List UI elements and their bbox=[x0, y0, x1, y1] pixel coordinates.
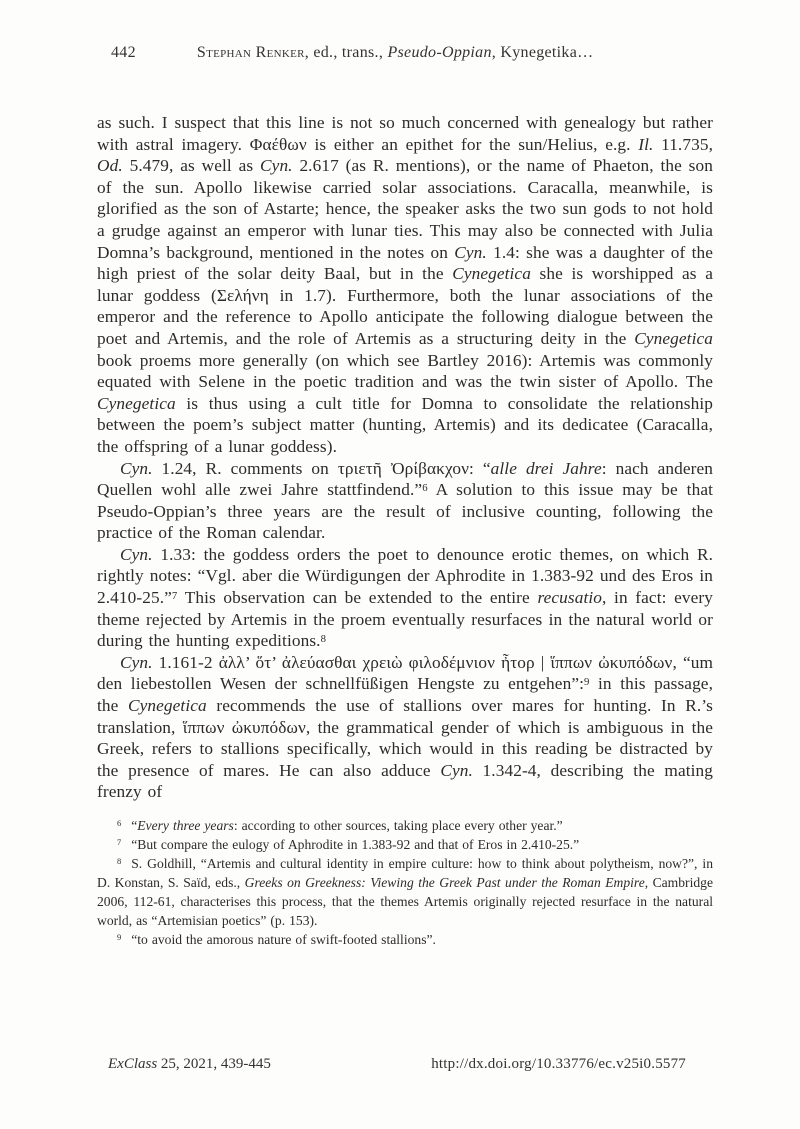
text-run: Cyn. bbox=[120, 458, 153, 478]
footnote-number: 8 bbox=[117, 856, 122, 867]
footnote-number: 9 bbox=[117, 932, 122, 943]
text-run: Kynegetika… bbox=[496, 44, 594, 61]
text-run: 1.161-2 ἀλλ’ ὅτ’ ἀλεύασθαι χρειὼ φιλοδέμνιον ἦτορ | ἵππων ὠκυπόδων, “um den liebestollen Wesen der schnellfüßigen Hengste zu entgehen”: bbox=[97, 652, 713, 694]
footnote-number: 7 bbox=[117, 837, 122, 848]
body-paragraphs bbox=[97, 112, 713, 803]
text-run: , Cambridge 2006, 112-61, characterises this process, that the themes Artemis originally rejected resurface in the natural world, as “Artemisian poetics” (p. 153). bbox=[97, 875, 713, 928]
text-run: Cyn. bbox=[120, 652, 153, 672]
page-footer bbox=[97, 1056, 714, 1073]
text-run: as such. I suspect that this line is not so much concerned with genealogy but rather with astral imagery. Φαέθων is either an epithet for the sun/Helius, e.g. bbox=[97, 113, 713, 154]
text-run: This observation can be extended to the entire bbox=[177, 588, 538, 608]
footnote-callout: 6 bbox=[422, 481, 428, 494]
text-run: S. Goldhill, “Artemis and cultural identity in empire culture: how to think about polytheism, now?”, in D. Konstan, S. Saïd, eds., bbox=[97, 856, 713, 890]
text-run: , in fact: every theme rejected by Artemis in the proem eventually resurfaces in the natural world or during the hunting expeditions. bbox=[97, 588, 713, 651]
text-run: Il. bbox=[638, 134, 654, 154]
text-run: “ bbox=[131, 818, 138, 833]
page-number: 442 bbox=[111, 44, 136, 61]
text-run: , ed., trans., bbox=[304, 44, 388, 61]
text-run: Cyn. bbox=[440, 760, 473, 780]
paragraph bbox=[97, 544, 713, 652]
text-run: Cynegetica bbox=[128, 696, 207, 716]
text-run: is thus using a cult title for Domna to consolidate the relationship between the poem’s subject matter (hunting, Artemis) and its dedicatee (Caracalla, the offspring of a lunar goddess). bbox=[97, 393, 713, 456]
running-title bbox=[197, 44, 594, 62]
doi-url: http://dx.doi.org/10.33776/ec.v25i0.5577 bbox=[431, 1056, 686, 1072]
text-run: Cyn. bbox=[260, 156, 293, 176]
text-run: Stephan Renker bbox=[196, 44, 305, 61]
text-run: ExClass bbox=[108, 1056, 158, 1072]
text-run: : according to other sources, taking place every other year.” bbox=[233, 818, 563, 833]
text-run: “But compare the eulogy of Aphrodite in 1.383-92 and that of Eros in 2.410-25.” bbox=[131, 837, 580, 852]
text-run: A solution to this issue may be that Pseudo-Oppian’s three years are the result of inclusive counting, following the practice of the Roman calendar. bbox=[97, 480, 713, 543]
text-run: she is worshipped as a lunar goddess (Σελήνη in 1.7). Furthermore, both the lunar associations of the emperor and the reference to Apollo anticipate the following dialogue between the poet and Artemis, and the role of Artemis as a structuring deity in the bbox=[97, 264, 713, 348]
text-run: 2.617 (as R. mentions), or the name of Phaeton, the son of the sun. Apollo likewise carried solar associations. Caracalla, meanwhile, is glorified as the son of Astarte; hence, the speaker asks the two sun gods to not hold a grudge against an emperor with lunar ties. This may also be connected with Julia Domna’s background, mentioned in the notes on bbox=[97, 156, 713, 262]
text-run: 5.479, as well as bbox=[122, 156, 261, 176]
text-run: 1.33: the goddess orders the poet to denounce erotic themes, on which R. rightly notes: “Vgl. aber die Würdigungen der Aphrodite in 1.383-92 und des Eros in 2.410-25.” bbox=[97, 544, 713, 608]
paragraph bbox=[97, 458, 713, 544]
text-run: Cyn. bbox=[454, 242, 487, 262]
paragraph bbox=[97, 112, 713, 458]
text-run: 1.24, R. comments on τριετῆ Ὀρίβακχον: “ bbox=[152, 458, 491, 478]
footnote bbox=[97, 854, 713, 930]
review-body bbox=[97, 112, 713, 949]
text-run: in this passage, the bbox=[97, 674, 713, 716]
text-run: Greeks on Greekness: Viewing the Greek Past under the Roman Empire bbox=[244, 875, 645, 890]
text-run: book proems more generally (on which see Bartley 2016): Artemis was commonly equated with Selene in the poetic tradition and was the twin sister of Apollo. The bbox=[97, 350, 713, 392]
text-run: Cynegetica bbox=[97, 393, 176, 413]
text-run: Cynegetica bbox=[452, 264, 531, 284]
paragraph bbox=[97, 652, 713, 803]
footnote bbox=[97, 930, 713, 949]
text-run: Cynegetica bbox=[634, 328, 713, 348]
text-run: Od. bbox=[97, 156, 123, 176]
text-run: recommends the use of stallions over mares for hunting. In R.’s translation, ἵππων ὠκυπόδων, the grammatical gender of which is ambiguous in the Greek, refers to stallions specifically, which would in this reading be distracted by the presence of mares. He can also adduce bbox=[97, 696, 713, 780]
footnote-callout: 9 bbox=[584, 675, 590, 688]
footnote bbox=[97, 816, 713, 835]
text-run: 1.4: she was a daughter of the high priest of the solar deity Baal, but in the bbox=[97, 242, 714, 284]
text-run: Pseudo-Oppian, bbox=[387, 44, 497, 61]
text-run: recusatio bbox=[537, 588, 603, 608]
footnote-number: 6 bbox=[117, 818, 122, 829]
text-run: : nach anderen Quellen wohl alle zwei Jahre stattfindend.” bbox=[97, 458, 713, 500]
text-run: Cyn. bbox=[120, 544, 153, 564]
text-run: Every three years bbox=[137, 818, 234, 833]
text-run: 25, 2021, 439-445 bbox=[157, 1056, 271, 1072]
footnotes-section bbox=[97, 816, 713, 949]
footnote bbox=[97, 835, 713, 854]
footnote-callout: 8 bbox=[320, 632, 327, 645]
running-header bbox=[97, 44, 714, 62]
text-run: “to avoid the amorous nature of swift-footed stallions”. bbox=[131, 932, 436, 947]
journal-citation bbox=[108, 1056, 271, 1073]
text-run: 11.735, bbox=[653, 134, 713, 154]
footnote-callout: 7 bbox=[171, 589, 178, 602]
text-run: 1.342-4, describing the mating frenzy of bbox=[97, 760, 714, 802]
text-run: alle drei Jahre bbox=[490, 458, 602, 478]
